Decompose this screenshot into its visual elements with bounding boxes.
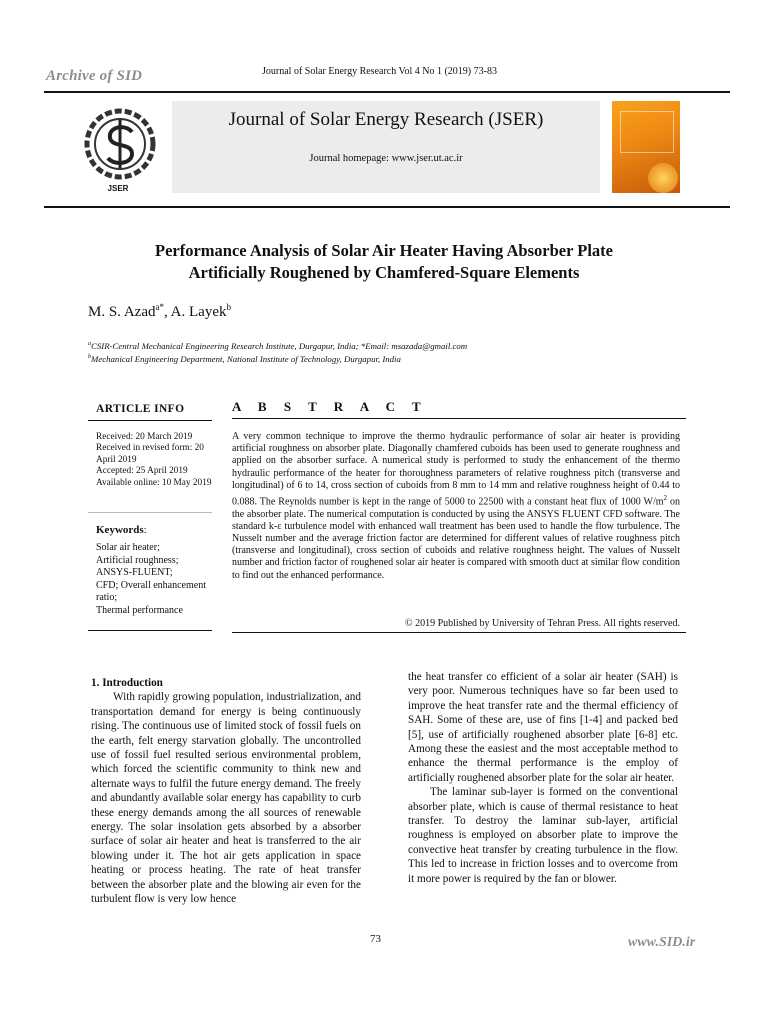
top-rule bbox=[44, 91, 730, 93]
affiliation-a-text: CSIR-Central Mechanical Engineering Research Institute, Durgapur, India; *Email: msazada@gmail.com bbox=[91, 341, 468, 351]
article-dates bbox=[96, 432, 212, 489]
paper-title-line-1: Performance Analysis of Solar Air Heater Having Absorber Plate bbox=[155, 241, 613, 260]
abstract-rule bbox=[232, 418, 686, 419]
author-2: , A. Layek bbox=[164, 304, 227, 320]
body-paragraph: the heat transfer co efficient of a solar air heater (SAH) is very poor. Numerous techniques have so far been used to improve the heat transfer rate and the thermal efficiency of SAH. Some of these are, use of fins [1-4] and packed bed [5], use of artificially roughened absorber plate [6-8] etc. Among these the easiest and the most acceptable method to enhance the thermal performance is the employ of artificially roughened absorber plate for the solar air heater. bbox=[408, 671, 678, 784]
jser-logo-icon bbox=[82, 106, 160, 190]
keywords-heading bbox=[96, 524, 147, 536]
article-info-heading: ARTICLE INFO bbox=[96, 403, 185, 415]
copyright-notice: © 2019 Published by University of Tehran Press. All rights reserved. bbox=[404, 618, 680, 629]
keyword-item: Thermal performance bbox=[96, 604, 183, 616]
affiliation-b-sup: b bbox=[88, 354, 91, 361]
keywords-list bbox=[96, 542, 212, 618]
keyword-item: CFD; Overall enhancement ratio; bbox=[96, 579, 206, 604]
journal-citation: Journal of Solar Energy Research Vol 4 No 1 (2019) 73-83 bbox=[262, 66, 497, 77]
header-bottom-rule bbox=[44, 206, 730, 208]
paper-title bbox=[60, 240, 708, 284]
abstract-superscript: 2 bbox=[663, 494, 668, 503]
author-list bbox=[88, 302, 231, 321]
abstract-text bbox=[232, 431, 680, 582]
journal-cover-image bbox=[612, 101, 680, 193]
logo-label: JSER bbox=[107, 184, 129, 193]
archive-watermark: Archive of SID bbox=[46, 68, 143, 84]
paper-title-line-2: Artificially Roughened by Chamfered-Square Elements bbox=[188, 263, 580, 282]
section-heading: 1. Introduction bbox=[91, 677, 163, 689]
keywords-heading-text: Keywords bbox=[96, 524, 144, 536]
keyword-item: Artificial roughness; bbox=[96, 554, 179, 566]
journal-homepage: Journal homepage: www.jser.ut.ac.ir bbox=[309, 153, 463, 164]
body-left-column bbox=[91, 676, 361, 907]
body-paragraph: With rapidly growing population, industrialization, and transportation demand for energy is being continuously rising. The continuous use of limited stock of fossil fuels on the earth, felt energy starvation globally. The uncontrolled use of fossil fuel resulted serious environmental problem, which forced the scientific community to think new and alternate ways to fulfil the future energy demand. The freely and abundantly available solar energy has capability to curb these energy demands among the all sources of renewable energy. The solar insolation gets absorbed by a absorber surface of solar air heater and heat is transferred to the air blowing under it. The hot air gets application in space heating or process heating. The rate of heat transfer between the absorber plate and the blowing air even for the turbulent flow is very low hence bbox=[91, 691, 361, 906]
abstract-bottom-rule bbox=[232, 632, 686, 633]
article-info-rule bbox=[88, 420, 212, 421]
revised-date: Received in revised form: 20 April 2019 bbox=[96, 443, 204, 465]
keyword-item: ANSYS-FLUENT; bbox=[96, 567, 173, 579]
affiliation-b bbox=[88, 354, 401, 364]
sid-watermark: www.SID.ir bbox=[628, 935, 696, 950]
article-info-divider bbox=[88, 512, 212, 513]
affiliation-a bbox=[88, 341, 467, 351]
body-right-column bbox=[408, 670, 678, 886]
author-2-sup: b bbox=[226, 302, 231, 312]
received-date: Received: 20 March 2019 bbox=[96, 432, 193, 442]
author-1: M. S. Azad bbox=[88, 304, 156, 320]
page-number: 73 bbox=[370, 933, 381, 945]
online-date: Available online: 10 May 2019 bbox=[96, 477, 212, 488]
body-paragraph: The laminar sub-layer is formed on the conventional absorber plate, which is cause of thermal resistance to heat transfer. To destroy the laminar sub-layer, artificial roughness is employed on absorber plate to improve the convective heat transfer by creating turbulence in the flow. This led to increase in friction losses and to overcome from it more power is required by the fan or blower. bbox=[408, 786, 678, 885]
affiliation-b-text: Mechanical Engineering Department, National Institute of Technology, Durgapur, India bbox=[91, 354, 401, 364]
keyword-item: Solar air heater; bbox=[96, 542, 160, 553]
author-1-sup: a* bbox=[155, 302, 164, 312]
accepted-date: Accepted: 25 April 2019 bbox=[96, 466, 188, 477]
article-info-bottom-rule bbox=[88, 630, 212, 631]
abstract-text-part-2: on the absorber plate. The numerical computation is conducted by using the ANSYS FLUENT CFD software. The standard k-ε turbulence model with enhanced wall treatment has been used to handle the flow turbulence. The Nusselt number and the average friction factor are determined for different values of relative roughness pitch (transverse and longitudinal), cross section of cuboids and relative roughness height. The values of Nusselt number and friction factor of roughened solar air heater is compared with smooth duct at similar flow condition to find out the enhanced performance. bbox=[232, 496, 681, 581]
keywords-colon: : bbox=[143, 524, 147, 536]
journal-title: Journal of Solar Energy Research (JSER) bbox=[228, 109, 544, 130]
affiliation-a-sup: a bbox=[88, 341, 91, 348]
abstract-heading: A B S T R A C T bbox=[232, 399, 428, 414]
abstract-text-part-1: A very common technique to improve the thermo hydraulic performance of solar air heater is providing artificial roughness on absorber plate. Diagonally chamfered cuboids has been used to generate roughness and applied on the absorber surface. A numerical study is performed to study the enhancement of the thermo hydraulic performance of the heater for thoroughness parameters of relative roughness pitch (transverse and longitudinal) of 6 to 14, cross section of cuboids from 8 mm to 14 mm and relative roughness height of 0.44 to 0.088. The Reynolds number is kept in the range of 5000 to 22500 with a constant heat flux of 1000 W/m bbox=[232, 431, 680, 508]
